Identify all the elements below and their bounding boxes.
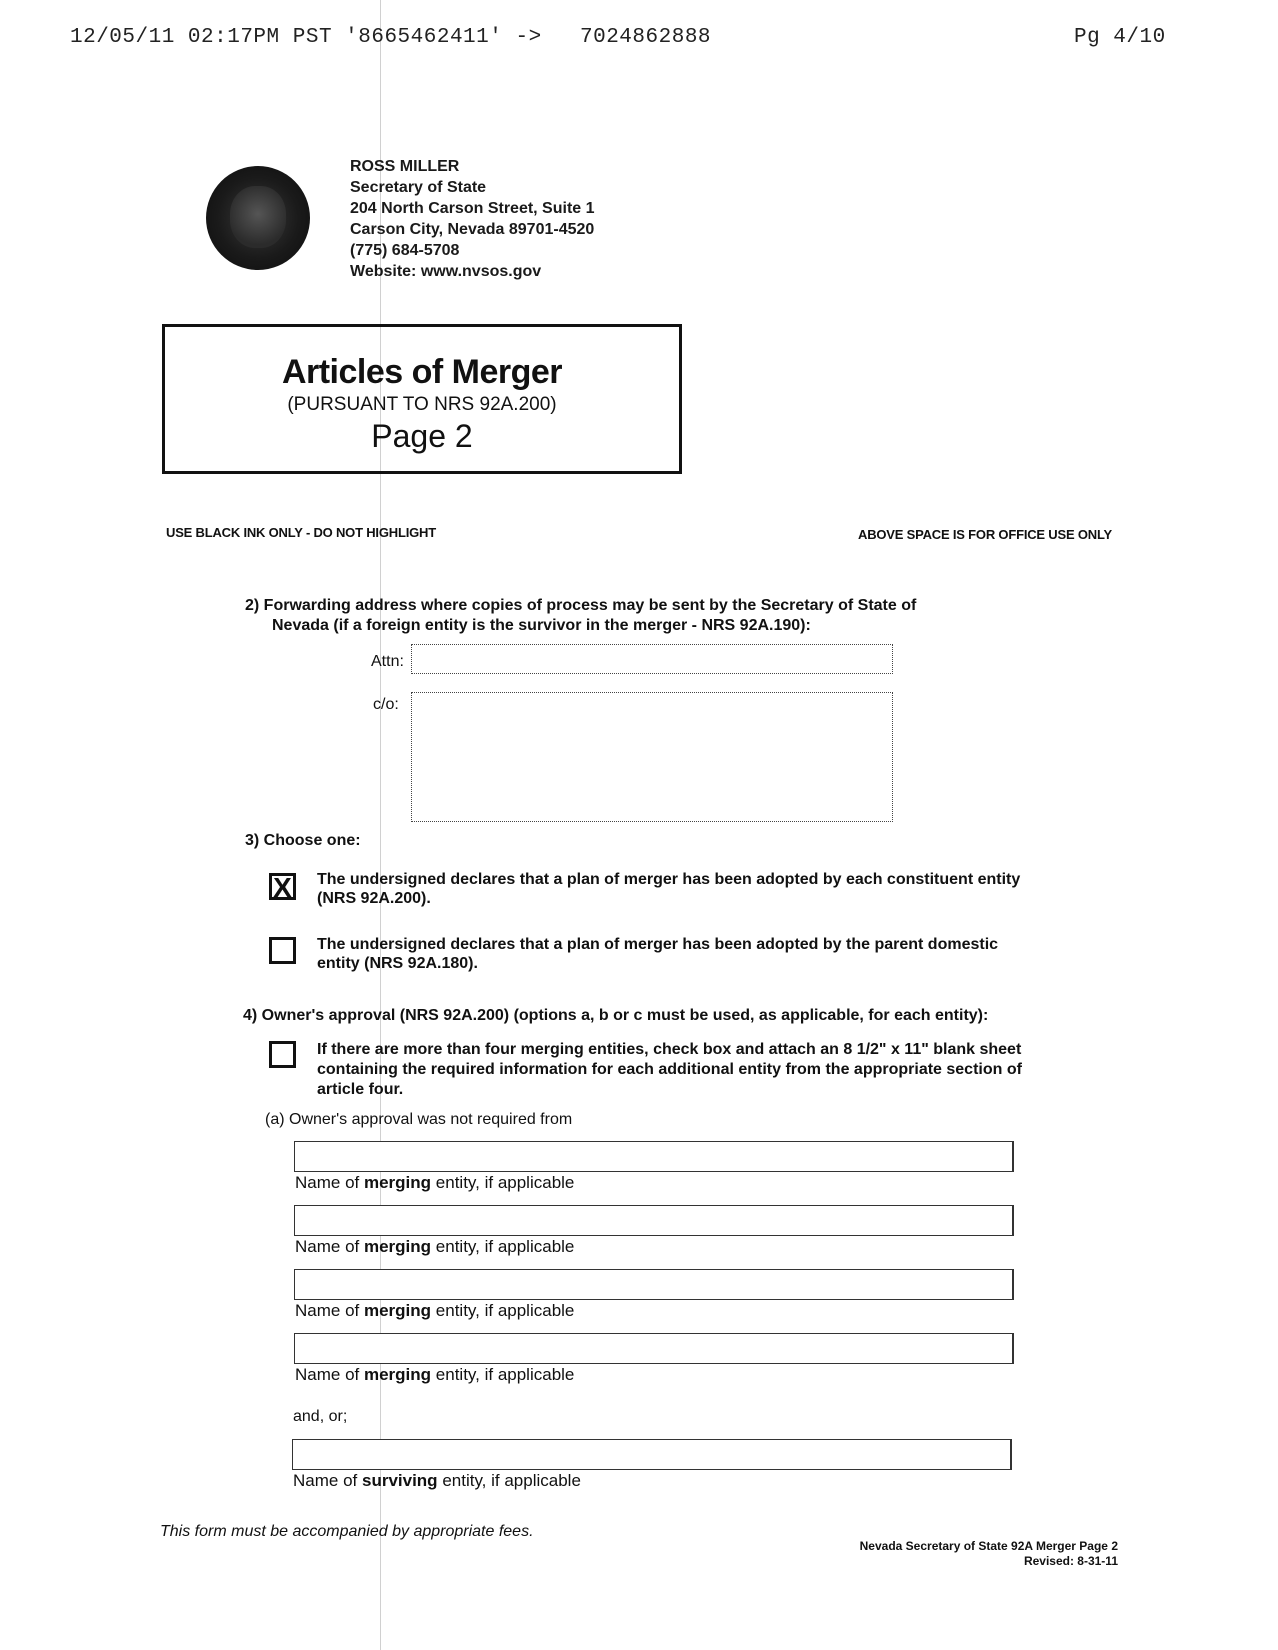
merging-entity-2-label	[295, 1237, 574, 1257]
fax-to-number: 7024862888	[580, 26, 712, 49]
section2-heading-line2: Nevada (if a foreign entity is the survivor in the merger - NRS 92A.190):	[272, 617, 811, 634]
extra-entities-line3: article four.	[317, 1081, 404, 1098]
label-keyword: merging	[363, 1301, 432, 1320]
and-or-text: and, or;	[293, 1408, 348, 1425]
option2-text-line2: entity (NRS 92A.180).	[317, 955, 478, 972]
label-suffix: entity, if applicable	[435, 1173, 575, 1192]
section4-heading: 4) Owner's approval (NRS 92A.200) (options a, b or c must be used, as applicable, for each entity):	[243, 1007, 989, 1024]
fees-note: This form must be accompanied by appropriate fees.	[160, 1523, 534, 1540]
merging-entity-1-label	[295, 1173, 574, 1193]
co-input[interactable]	[411, 692, 893, 822]
option2-text-line1: The undersigned declares that a plan of merger has been adopted by the parent domestic	[317, 936, 999, 953]
label-keyword: merging	[363, 1173, 432, 1192]
label-suffix: entity, if applicable	[435, 1365, 575, 1384]
option1-checkbox[interactable]: X	[269, 873, 296, 900]
office-city: Carson City, Nevada 89701-4520	[350, 221, 595, 238]
office-street: 204 North Carson Street, Suite 1	[350, 200, 595, 217]
secretary-name: ROSS MILLER	[350, 158, 460, 175]
surviving-entity-label	[293, 1471, 581, 1491]
office-phone: (775) 684-5708	[350, 242, 460, 259]
label-keyword: merging	[363, 1237, 432, 1256]
label-suffix: entity, if applicable	[435, 1237, 575, 1256]
surviving-entity-input[interactable]	[292, 1439, 1012, 1470]
label-prefix: Name of	[295, 1365, 360, 1384]
form-id: Nevada Secretary of State 92A Merger Page 2	[859, 1539, 1118, 1553]
form-title-box	[162, 324, 682, 474]
merging-entity-3-label	[295, 1301, 574, 1321]
form-page-label: Page 2	[371, 418, 473, 454]
label-prefix: Name of	[293, 1471, 358, 1490]
label-suffix: entity, if applicable	[442, 1471, 581, 1490]
extra-entities-line2: containing the required information for each additional entity from the appropriate section of	[317, 1061, 1022, 1078]
sub-a-heading: (a) Owner's approval was not required from	[265, 1111, 573, 1128]
merging-entity-1-input[interactable]	[294, 1141, 1014, 1172]
office-website: Website: www.nvsos.gov	[350, 263, 542, 280]
office-use-notice: ABOVE SPACE IS FOR OFFICE USE ONLY	[858, 527, 1112, 542]
merging-entity-4-label	[295, 1365, 574, 1385]
label-keyword: surviving	[361, 1471, 438, 1490]
fax-timestamp: 12/05/11 02:17PM PST '8665462411' ->	[70, 26, 542, 49]
label-prefix: Name of	[295, 1173, 360, 1192]
attn-label: Attn:	[371, 653, 404, 670]
option1-text-line1: The undersigned declares that a plan of merger has been adopted by each constituent entity	[317, 871, 1021, 888]
secretary-office: Secretary of State	[350, 179, 487, 196]
fax-page-number: Pg 4/10	[1074, 26, 1166, 49]
merging-entity-4-input[interactable]	[294, 1333, 1014, 1364]
merging-entity-2-input[interactable]	[294, 1205, 1014, 1236]
label-prefix: Name of	[295, 1237, 360, 1256]
extra-entities-line1: If there are more than four merging entities, check box and attach an 8 1/2" x 11" blank sheet	[317, 1041, 1022, 1058]
ink-notice: USE BLACK INK ONLY - DO NOT HIGHLIGHT	[166, 525, 436, 540]
letterhead-address	[350, 156, 595, 282]
merging-entity-3-input[interactable]	[294, 1269, 1014, 1300]
section3-heading: 3) Choose one:	[245, 832, 361, 849]
section2-heading-line1: 2) Forwarding address where copies of process may be sent by the Secretary of State of	[245, 597, 917, 614]
form-subtitle: (PURSUANT TO NRS 92A.200)	[287, 394, 557, 415]
attn-input[interactable]	[411, 644, 893, 674]
option1-text-line2: (NRS 92A.200).	[317, 890, 431, 907]
form-revised: Revised: 8-31-11	[1023, 1554, 1118, 1568]
label-prefix: Name of	[295, 1301, 360, 1320]
label-keyword: merging	[363, 1365, 432, 1384]
extra-entities-checkbox[interactable]	[269, 1041, 296, 1068]
label-suffix: entity, if applicable	[435, 1301, 575, 1320]
option2-checkbox[interactable]	[269, 937, 296, 964]
co-label: c/o:	[373, 696, 399, 713]
form-footer	[800, 1539, 1118, 1569]
state-seal-icon	[206, 166, 310, 270]
form-title: Articles of Merger	[281, 353, 563, 391]
